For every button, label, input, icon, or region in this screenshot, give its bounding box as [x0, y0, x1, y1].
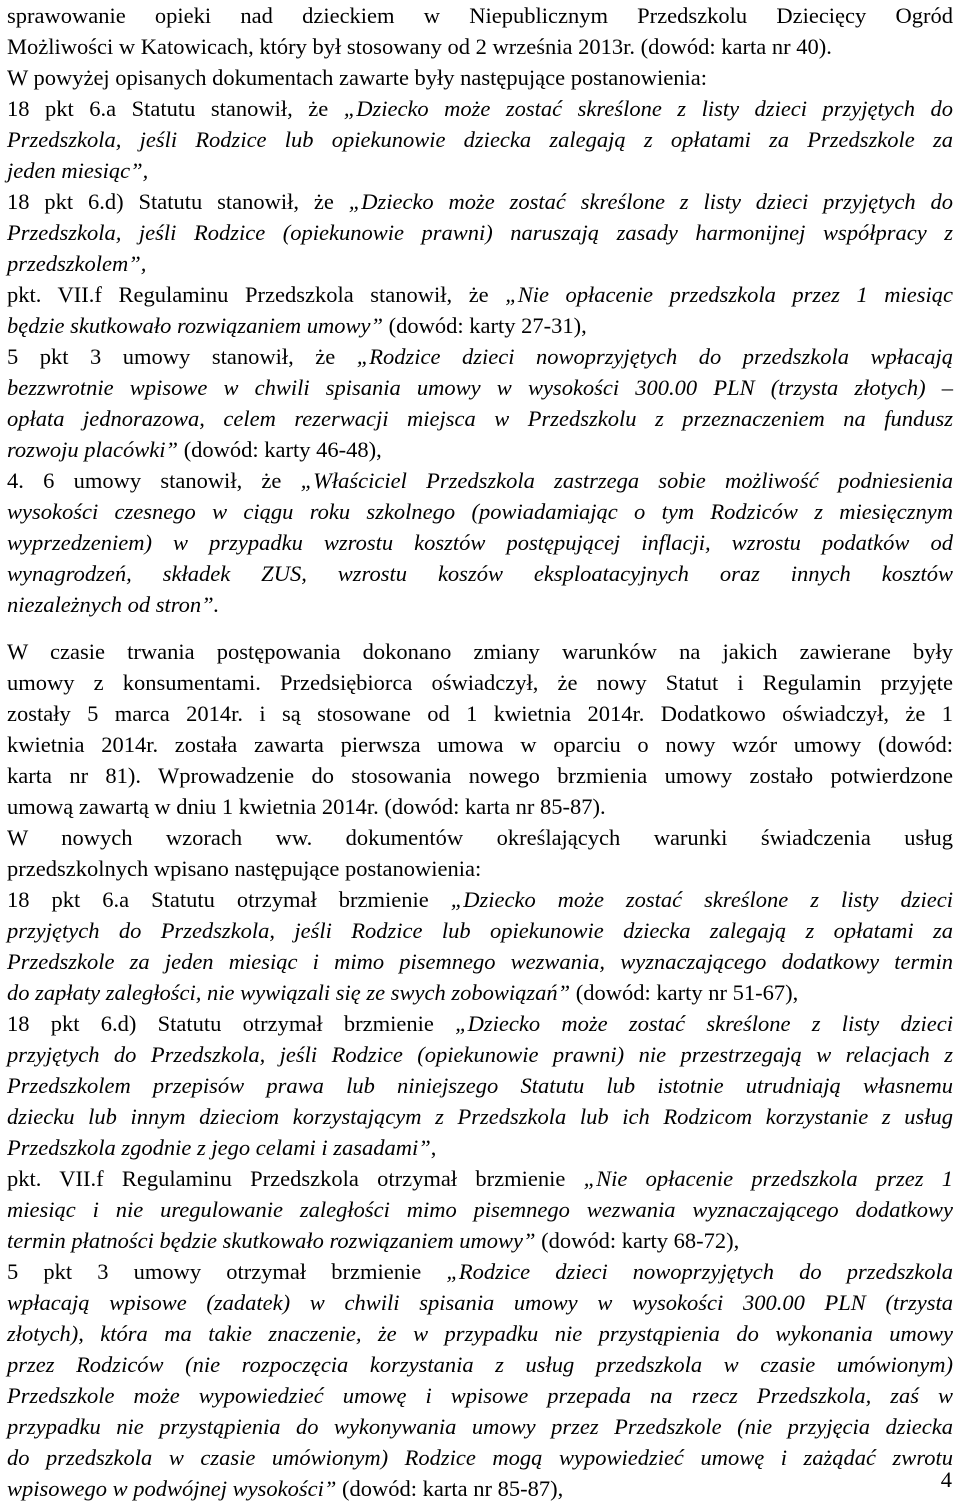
text-segment: (dowód: karta nr 85-87), — [336, 1476, 564, 1501]
text-line — [7, 1070, 953, 1101]
italic-quote-text: „Dziecko może zostać skreślone z listy dzieci przyjętych do — [348, 189, 953, 214]
text-segment: 4. 6 umowy stanowił, że — [7, 468, 301, 493]
text-line — [7, 1039, 953, 1070]
text-line — [7, 496, 953, 527]
italic-quote-text: jeden miesiąc”, — [7, 158, 149, 183]
text-line — [7, 279, 953, 310]
text-line — [7, 31, 953, 62]
italic-quote-text: przyjętych do Przedszkola, jeśli Rodzice (opiekunowie prawni) nie przestrzegają w relacjach z — [7, 1042, 953, 1067]
text-line — [7, 791, 953, 822]
text-line — [7, 1101, 953, 1132]
text-line — [7, 341, 953, 372]
text-segment: umowy z konsumentami. Przedsiębiorca oświadczył, że nowy Statut i Regulamin przyjęte — [7, 670, 953, 695]
text-segment: (dowód: karty 27-31), — [383, 313, 587, 338]
italic-quote-text: Przedszkola, jeśli Rodzice (opiekunowie prawni) naruszają zasady harmonijnej współpracy z — [7, 220, 953, 245]
italic-quote-text: „Nie opłacenie przedszkola przez 1 — [583, 1166, 953, 1191]
text-line — [7, 0, 953, 31]
text-line — [7, 884, 953, 915]
text-line — [7, 698, 953, 729]
text-line — [7, 434, 953, 465]
text-segment: umową zawartą w dniu 1 kwietnia 2014r. (dowód: karta nr 85-87). — [7, 794, 606, 819]
text-line — [7, 729, 953, 760]
text-line — [7, 1163, 953, 1194]
text-line — [7, 186, 953, 217]
italic-quote-text: wynagrodzeń, składek ZUS, wzrostu koszów eksploatacyjnych oraz innych kosztów — [7, 561, 953, 586]
text-line — [7, 403, 953, 434]
italic-quote-text: niezależnych od stron”. — [7, 592, 220, 617]
italic-quote-text: „Nie opłacenie przedszkola przez 1 miesiąc — [505, 282, 953, 307]
italic-quote-text: „Właściciel Przedszkola zastrzega sobie możliwość podniesienia — [300, 468, 953, 493]
text-segment: W nowych wzorach ww. dokumentów określających warunki świadczenia usług — [7, 825, 953, 850]
text-line — [7, 465, 953, 496]
text-line — [7, 760, 953, 791]
text-segment: pkt. VII.f Regulaminu Przedszkola stanowił, że — [7, 282, 506, 307]
italic-quote-text: Przedszkole może wypowiedzieć umowę i wpisowe przepada na rzecz Przedszkola, zaś w — [7, 1383, 953, 1408]
text-segment: karta nr 81). Wprowadzenie do stosowania nowego brzmienia umowy zostało potwierdzone — [7, 763, 953, 788]
italic-quote-text: „Dziecko może zostać skreślone z listy dzieci — [450, 887, 953, 912]
italic-quote-text: przyjętych do Przedszkola, jeśli Rodzice lub opiekunowie dziecka zalegają z opłatami za — [7, 918, 953, 943]
text-segment: (dowód: karty 46-48), — [178, 437, 382, 462]
text-segment: 18 pkt 6.d) Statutu otrzymał brzmienie — [7, 1011, 456, 1036]
text-segment: zostały 5 marca 2014r. i są stosowane od 1 kwietnia 2014r. Dodatkowo oświadczył, że 1 — [7, 701, 953, 726]
italic-quote-text: miesiąc i nie uregulowanie zaległości mimo pisemnego wezwania wyznaczającego dodatkowy — [7, 1197, 953, 1222]
italic-quote-text: przedszkolem”, — [7, 251, 147, 276]
text-line — [7, 977, 953, 1008]
text-line — [7, 1256, 953, 1287]
italic-quote-text: dziecku lub innym dzieciom korzystającym z Przedszkola lub ich Rodzicom korzystanie z usług — [7, 1104, 953, 1129]
text-line — [7, 1225, 953, 1256]
text-line — [7, 589, 953, 620]
page-number: 4 — [940, 1467, 952, 1492]
italic-quote-text: „Rodzice dzieci nowoprzyjętych do przedszkola wpłacają — [356, 344, 953, 369]
text-line — [7, 1318, 953, 1349]
text-line — [7, 1132, 953, 1163]
text-line — [7, 1380, 953, 1411]
italic-quote-text: wyprzedzeniem) w przypadku wzrostu kosztów postępującej inflacji, wzrostu podatków od — [7, 530, 953, 555]
text-line — [7, 155, 953, 186]
italic-quote-text: rozwoju placówki” — [7, 437, 179, 462]
text-segment: 5 pkt 3 umowy otrzymał brzmienie — [7, 1259, 447, 1284]
italic-quote-text: „Dziecko może zostać skreślone z listy dzieci przyjętych do — [343, 96, 953, 121]
text-segment: , — [430, 1135, 437, 1160]
italic-quote-text: Przedszkolem przepisów prawa lub niniejszego Statutu lub istotnie utrudniają własnemu — [7, 1073, 953, 1098]
text-line — [7, 1442, 953, 1473]
italic-quote-text: wpisowego w podwójnej wysokości” — [7, 1476, 337, 1501]
italic-quote-text: do przedszkola w czasie umówionym) Rodzice mogą wypowiedzieć umowę i zażądać zwrotu — [7, 1445, 953, 1470]
text-line — [7, 248, 953, 279]
text-line — [7, 558, 953, 589]
text-line — [7, 1194, 953, 1225]
text-line — [7, 93, 953, 124]
italic-quote-text: „Rodzice dzieci nowoprzyjętych do przedszkola — [446, 1259, 953, 1284]
text-segment: W powyżej opisanych dokumentach zawarte były następujące postanowienia: — [7, 65, 707, 90]
text-line — [7, 1008, 953, 1039]
text-segment: 18 pkt 6.d) Statutu stanowił, że — [7, 189, 349, 214]
text-segment: 18 pkt 6.a Statutu stanowił, że — [7, 96, 344, 121]
text-line — [7, 667, 953, 698]
text-line — [7, 62, 953, 93]
italic-quote-text: termin płatności będzie skutkowało rozwiązaniem umowy” — [7, 1228, 536, 1253]
text-segment: przedszkolnych wpisano następujące postanowienia: — [7, 856, 482, 881]
italic-quote-text: Przedszkola zgodnie z jego celami i zasadami” — [7, 1135, 431, 1160]
text-line — [7, 1349, 953, 1380]
italic-quote-text: przypadku nie przystąpienia do wykonywania umowy przez Przedszkole (nie przyjęcia dziecka — [7, 1414, 953, 1439]
italic-quote-text: „Dziecko może zostać skreślone z listy dzieci — [455, 1011, 953, 1036]
italic-quote-text: wysokości czesnego w ciągu roku szkolnego (powiadamiając o tym Rodziców z miesięcznym — [7, 499, 953, 524]
text-segment: sprawowanie opieki nad dzieckiem w Niepublicznym Przedszkolu Dziecięcy Ogród — [7, 3, 953, 28]
text-line — [7, 1473, 953, 1504]
italic-quote-text: Przedszkole za jeden miesiąc i mimo pisemnego wezwania, wyznaczającego dodatkowy termin — [7, 949, 953, 974]
italic-quote-text: będzie skutkowało rozwiązaniem umowy” — [7, 313, 384, 338]
text-segment: W czasie trwania postępowania dokonano zmiany warunków na jakich zawierane były — [7, 639, 953, 664]
text-line — [7, 372, 953, 403]
text-line — [7, 1287, 953, 1318]
text-segment: (dowód: karty nr 51-67), — [570, 980, 799, 1005]
text-segment: 5 pkt 3 umowy stanowił, że — [7, 344, 357, 369]
text-segment: 18 pkt 6.a Statutu otrzymał brzmienie — [7, 887, 451, 912]
text-line — [7, 946, 953, 977]
text-segment: (dowód: karty 68-72), — [535, 1228, 740, 1253]
text-line — [7, 822, 953, 853]
italic-quote-text: Przedszkola, jeśli Rodzice lub opiekunowie dziecka zalegają z opłatami za Przedszkole za — [7, 127, 953, 152]
text-segment: kwietnia 2014r. została zawarta pierwsza umowa w oparciu o nowy wzór umowy (dowód: — [7, 732, 953, 757]
text-line — [7, 217, 953, 248]
text-line — [7, 915, 953, 946]
italic-quote-text: przez Rodziców (nie rozpoczęcia korzystania z usług przedszkola w czasie umówionym) — [7, 1352, 953, 1377]
italic-quote-text: bezzwrotnie wpisowe w chwili spisania umowy w wysokości 300.00 PLN (trzysta złotych) – — [7, 375, 953, 400]
italic-quote-text: do zapłaty zaległości, nie wywiązali się ze swych zobowiązań” — [7, 980, 571, 1005]
text-line — [7, 124, 953, 155]
text-line — [7, 1411, 953, 1442]
italic-quote-text: złotych), która ma takie znaczenie, że w przypadku nie przystąpienia do wykonania umowy — [7, 1321, 953, 1346]
text-segment: pkt. VII.f Regulaminu Przedszkola otrzymał brzmienie — [7, 1166, 584, 1191]
text-line — [7, 310, 953, 341]
text-line — [7, 853, 953, 884]
italic-quote-text: wpłacają wpisowe (zadatek) w chwili spisania umowy w wysokości 300.00 PLN (trzysta — [7, 1290, 953, 1315]
text-line — [7, 636, 953, 667]
text-line — [7, 527, 953, 558]
text-segment: Możliwości w Katowicach, który był stosowany od 2 września 2013r. (dowód: karta nr 40). — [7, 34, 832, 59]
italic-quote-text: opłata jednorazowa, celem rezerwacji miejsca w Przedszkolu z przeznaczeniem na fundusz — [7, 406, 953, 431]
